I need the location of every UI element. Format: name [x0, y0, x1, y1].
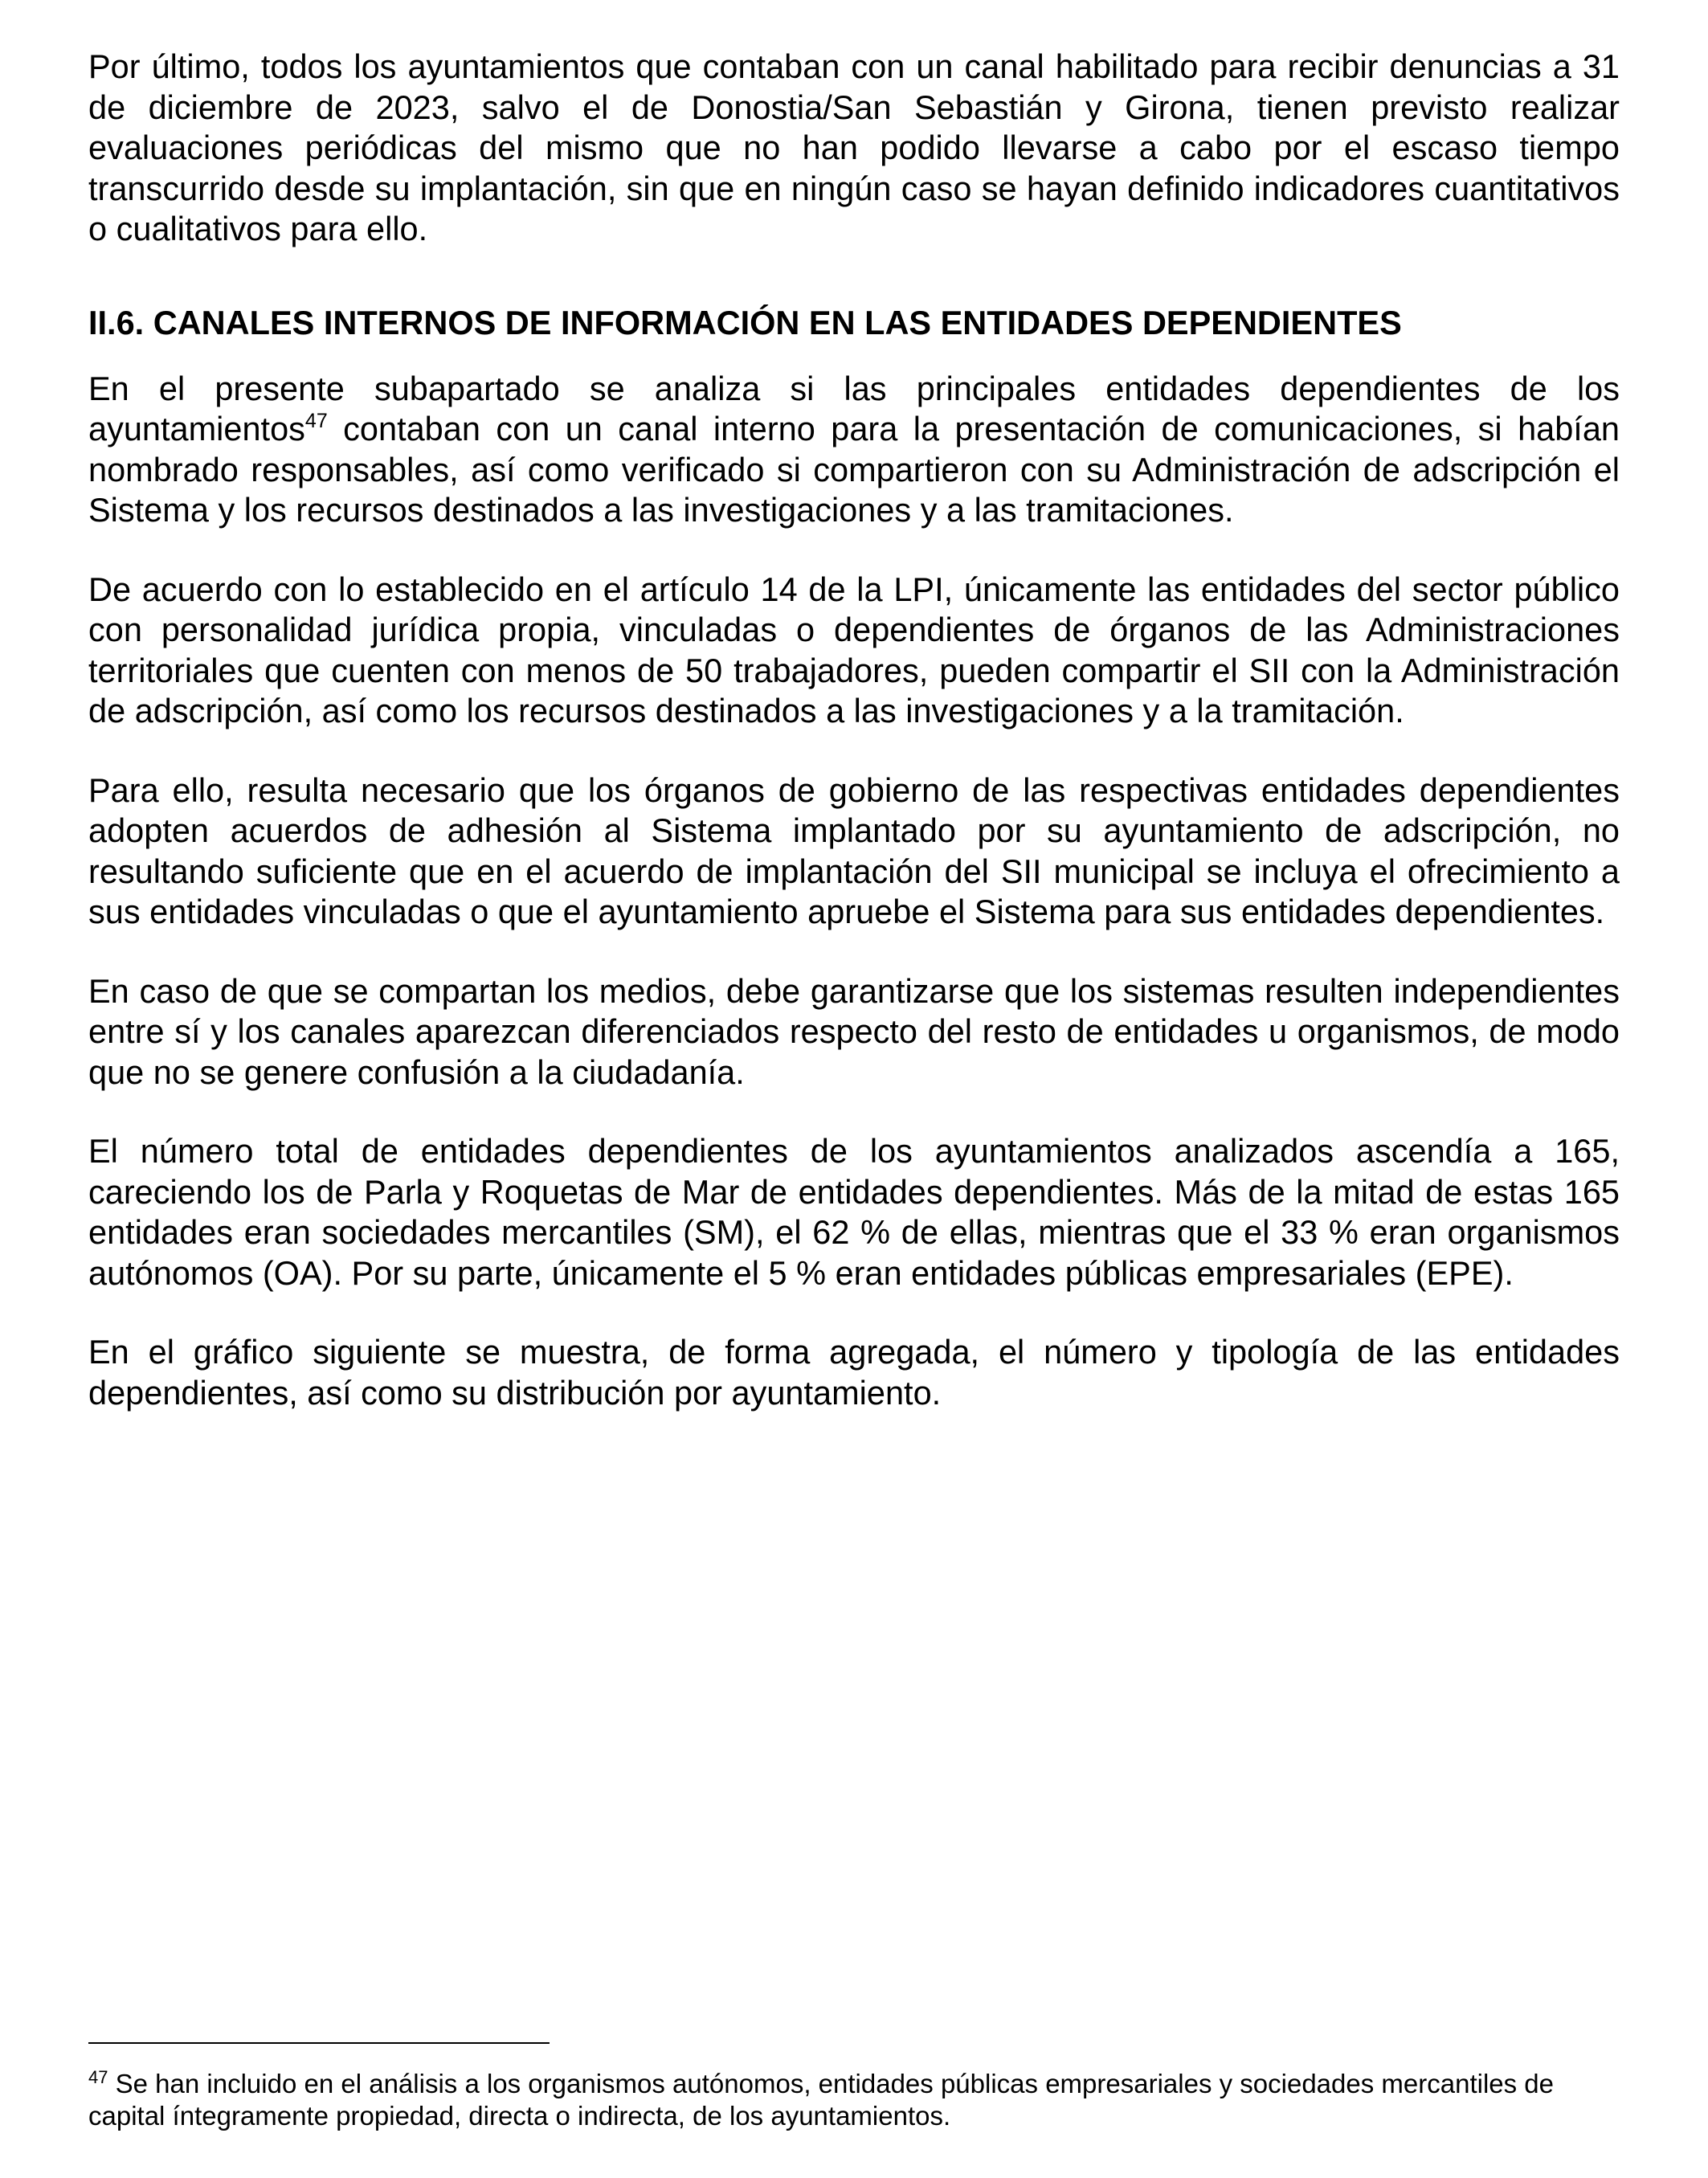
paragraph-subapartado-text-start: En el presente subapartado se analiza si las principales entidades dependientes de los ayuntamientos: [88, 369, 1620, 447]
footnote-separator: [88, 2042, 550, 2044]
footnote: [88, 2068, 1620, 2132]
paragraph-numero-entidades: El número total de entidades dependientes de los ayuntamientos analizados ascendía a 165, careciendo los de Parla y Roquetas de Mar de entidades dependientes. Más de la mitad de estas 165 entidades eran sociedades mercantiles (SM), el 62 % de ellas, mientras que el 33 % eran organismos autónomos (OA). Por su parte, únicamente el 5 % eran entidades públicas empresariales (EPE).: [88, 1132, 1620, 1292]
paragraph-subapartado-text-end: contaban con un canal interno para la presentación de comunicaciones, si habían nombrado responsables, así como verificado si compartieron con su Administración de adscripción el Sistema y los recursos destinados a las investigaciones y a las tramitaciones.: [88, 410, 1620, 529]
paragraph-medios-compartidos: En caso de que se compartan los medios, debe garantizarse que los sistemas resulten independientes entre sí y los canales aparezcan diferenciados respecto del resto de entidades u organismos, de modo que no se genere confusión a la ciudadanía.: [88, 971, 1620, 1091]
paragraph-articulo-14: De acuerdo con lo establecido en el artículo 14 de la LPI, únicamente las entidades del sector público con personalidad jurídica propia, vinculadas o dependientes de órganos de las Administraciones territoriales que cuenten con menos de 50 trabajadores, pueden compartir el SII con la Administración de adscripción, así como los recursos destinados a las investigaciones y a la tramitación.: [88, 570, 1620, 729]
paragraph-evaluaciones: Por último, todos los ayuntamientos que contaban con un canal habilitado para recibir denuncias a 31 de diciembre de 2023, salvo el de Donostia/San Sebastián y Girona, tienen previsto realizar evaluaciones periódicas del mismo que no han podido llevarse a cabo por el escaso tiempo transcurrido desde su implantación, sin que en ningún caso se hayan definido indicadores cuantitativos o cualitativos para ello.: [88, 47, 1620, 247]
paragraph-subapartado: [88, 369, 1620, 531]
document-body: [88, 47, 1620, 1413]
footnote-reference[interactable]: 47: [304, 410, 328, 432]
section-heading: II.6. CANALES INTERNOS DE INFORMACIÓN EN LAS ENTIDADES DEPENDIENTES: [88, 303, 1402, 341]
footnote-text: Se han incluido en el análisis a los organismos autónomos, entidades públicas empresariales y sociedades mercantiles de capital íntegramente propiedad, directa o indirecta, de los ayuntamientos.: [88, 2069, 1554, 2131]
paragraph-acuerdos-adhesion: Para ello, resulta necesario que los órganos de gobierno de las respectivas entidades dependientes adopten acuerdos de adhesión al Sistema implantado por su ayuntamiento de adscripción, no resultando suficiente que en el acuerdo de implantación del SII municipal se incluya el ofrecimiento a sus entidades vinculadas o que el ayuntamiento apruebe el Sistema para sus entidades dependientes.: [88, 770, 1620, 930]
footnote-number: 47: [88, 2067, 108, 2087]
paragraph-grafico-siguiente: En el gráfico siguiente se muestra, de forma agregada, el número y tipología de las entidades dependientes, así como su distribución por ayuntamiento.: [88, 1333, 1620, 1412]
